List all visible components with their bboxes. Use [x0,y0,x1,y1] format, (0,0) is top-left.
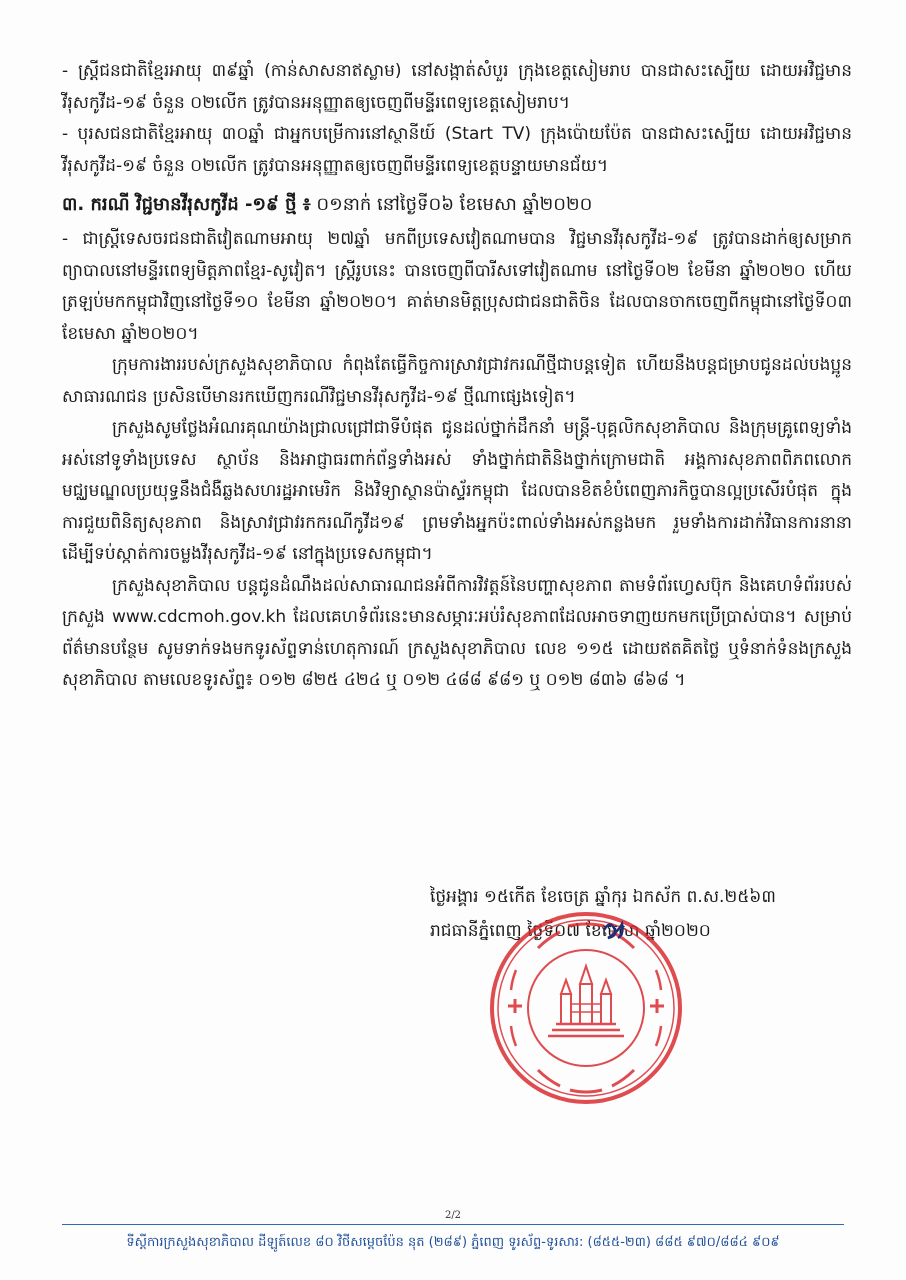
paragraph-thanks: ក្រសួងសូមថ្លែងអំណរគុណយ៉ាងជ្រាលជ្រៅជាទីបំផុត ជូនដល់ថ្នាក់ដឹកនាំ មន្ត្រី-បុគ្គលិកសុខាភិបាល និងក្រុមគ្រូពេទ្យទាំងអស់នៅទូទាំងប្រទេស ស្ថាប័ន និងអាជ្ញាធរពាក់ព័ន្ធទាំងអស់ ទាំងថ្នាក់ជាតិនិងថ្នាក់ក្រោមជាតិ អង្គការសុខភាពពិភពលោក មជ្ឈមណ្ឌលប្រយុទ្ធនឹងជំងឺឆ្លងសហរដ្ឋអាមេរិក និងវិទ្យាស្ថានប៉ាស្ទ័រកម្ពុជា ដែលបានខិតខំបំពេញភារកិច្ចបានល្អប្រសើរបំផុត ក្នុងការជួយពិនិត្យសុខភាព និងស្រាវជ្រាវរកករណីកូវីដ១៩ ព្រមទាំងអ្នកប៉ះពាល់ទាំងអស់កន្លងមក រួមទាំងការដាក់វិធានការនានា ដើម្បីទប់ស្កាត់ការចម្លងវីរុសកូវីដ-១៩ នៅក្នុងប្រទេសកម្ពុជា។ [62,418,852,564]
paragraph-recovered-1: - ស្ត្រីជនជាតិខ្មែរអាយុ ៣៩ឆ្នាំ (កាន់សាសនាឥស្លាម) នៅសង្កាត់សំបួរ ក្រុងខេត្តសៀមរាប បានជាសះស្បើយ ដោយអវិជ្ជមានវីរុសកូវីដ-១៩ ចំនួន ០២លើក ត្រូវបានអនុញ្ញាតឲ្យចេញពីមន្ទីរពេទ្យខេត្តសៀមរាប។ [62,61,852,113]
ministry-seal-stamp [486,908,686,1108]
page-number: 2/2 [444,1210,462,1221]
footer-rule [62,1224,844,1225]
footer-address: ទីស្តីការក្រសួងសុខាភិបាល ដីឡូត៍លេខ ៨០ វិថីសម្តេចប៉ែន នុត (២៨៩) ភ្នំពេញ ទូរស័ព្ទ-ទូរសារ: (៨៥៥-២៣) ៨៨៥ ៩៧០/៨៨៤ ៩០៩ [126,1235,780,1250]
document-body [62,56,852,697]
lunar-date-line: ថ្ងៃអង្គារ ១៥កើត ខែចេត្រ ឆ្នាំកុរ ឯកស័ក ព.ស.២៥៦៣ [430,887,776,907]
section-heading-rest: ០១នាក់ នៅថ្ងៃទី០៦ ខែមេសា ឆ្នាំ២០២០ [310,194,593,215]
section-heading-bold: ៣. ករណី វិជ្ជមានវីរុសកូវីដ -១៩ ថ្មី ៖ [62,194,311,215]
paragraph-investigation: ក្រុមការងាររបស់ក្រសួងសុខាភិបាល កំពុងតែធ្វើកិច្ចការស្រាវជ្រាវករណីថ្មីជាបន្តទៀត ហើយនឹងបន្តជម្រាបជូនដល់បងប្អូនសាធារណជន ប្រសិនបើមានរកឃើញករណីវិជ្ជមានវីរុសកូវីដ-១៩ ថ្មីណាផ្សេងទៀត។ [62,355,852,407]
paragraph-recovered-2: - បុរសជនជាតិខ្មែរអាយុ ៣០ឆ្នាំ ជាអ្នកបម្រើការនៅស្ថានីយ៍ (Start TV) ក្រុងប៉ោយប៉ែត បានជាសះស្បើយ ដោយអវិជ្ជមានវីរុសកូវីដ-១៩ ចំនួន ០២លើក ត្រូវបានអនុញ្ញាតឲ្យចេញពីមន្ទីរពេទ្យខេត្តបន្ទាយមានជ័យ។ [62,124,852,176]
section-heading [62,188,852,222]
paragraph-contact: ក្រសួងសុខាភិបាល បន្តជូនដំណឹងដល់សាធារណជនអំពីការវិវត្តន៍នៃបញ្ហាសុខភាព តាមទំព័រហ្វេសប៊ុក និងគេហទំព័ររបស់ក្រសួង www.cdcmoh.gov.kh ដែលគេហទំព័រនេះមានសម្ភារៈអប់រំសុខភាពដែលអាចទាញយកមកប្រើប្រាស់បាន។ សម្រាប់ព័ត៌មានបន្ថែម សូមទាក់ទងមកទូរស័ព្ទទាន់ហេតុការណ៍ ក្រសួងសុខាភិបាល លេខ ១១៥ ដោយឥតគិតថ្លៃ ឬទំនាក់ទំនងក្រសួងសុខាភិបាល តាមលេខទូរស័ព្ទ៖ ០១២ ៨២៥ ៤២៤ ឬ ០១២ ៤៨៨ ៩៨១ ឬ ០១២ ៨៣៦ ៨៦៨ ។ [62,575,852,690]
place-date-line: រាជធានីភ្នំពេញ ថ្ងៃទី០៧ ខែមេសា ឆ្នាំ២០២០ [430,921,711,941]
paragraph-new-case: - ជាស្ត្រីទេសចរជនជាតិវៀតណាមអាយុ ២៧ឆ្នាំ មកពីប្រទេសវៀតណាមបាន វិជ្ជមានវីរុសកូវីដ-១៩ ត្រូវបានដាក់ឲ្យសម្រាកព្យាបាលនៅមន្ទីរពេទ្យមិត្តភាពខ្មែរ-សូវៀត។ ស្ត្រីរូបនេះ បានចេញពីបារីសទៅវៀតណាម នៅថ្ងៃទី០២ ខែមីនា ឆ្នាំ២០២០ ហើយត្រឡប់មកកម្ពុជាវិញនៅថ្ងៃទី១០ ខែមីនា ឆ្នាំ២០២០។ គាត់មានមិត្តប្រុសជាជនជាតិចិន ដែលបានចាកចេញពីកម្ពុជានៅថ្ងៃទី០៣ ខែមេសា ឆ្នាំ២០២០។ [62,229,852,344]
